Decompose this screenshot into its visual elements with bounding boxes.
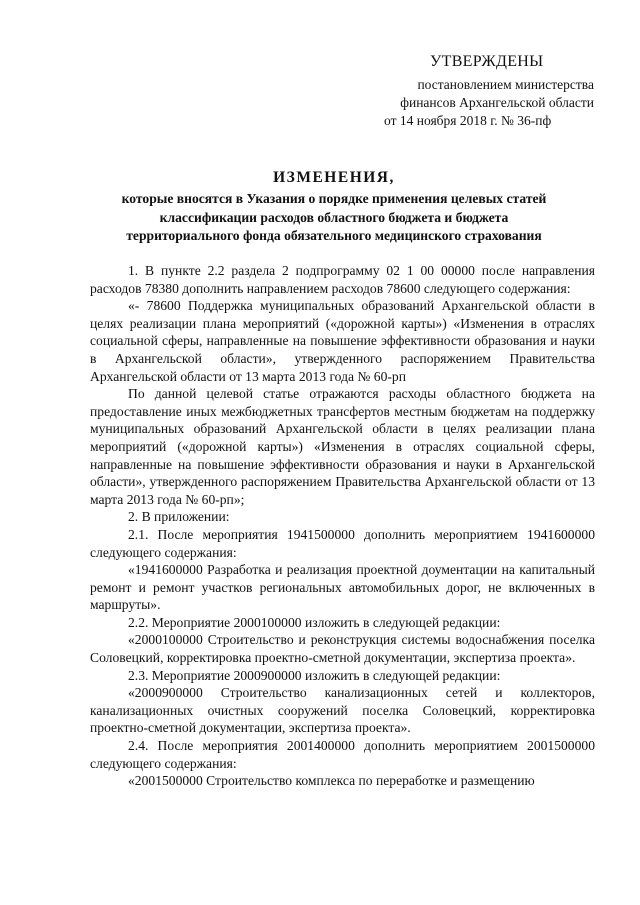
paragraph-4: 2. В приложении: [128,509,230,525]
heading-title: ИЗМЕНЕНИЯ, [273,169,395,186]
paragraph-5: 2.1. После мероприятия 1941500000 дополнить мероприятием 1941600000 следующего содержания: [90,526,595,560]
heading-subtitle-3: территориального фонда обязательного медицинского страхования [126,228,542,243]
document-heading [80,168,588,246]
paragraph-11: 2.4. После мероприятия 2001400000 дополнить мероприятием 2001500000 следующего содержания: [90,738,595,771]
document-body [90,260,595,790]
paragraph-3: По данной целевой статье отражаются расходы областного бюджета на предоставление иных межбюджетных трансфертов местным бюджетам на поддержку муниципальных образований Архангельской области в целях реализации плана мероприятий («дорожной карты») «Изменения в отраслях социальной сферы, направленные на повышение эффективности образования и науки в Архангельской области», утвержденного распоряжением Правительства Архангельской области от 13 марта 2013 года № 60-рп»; [90,386,595,507]
paragraph-8: «2000100000 Строительство и реконструкция системы водоснабжения поселка Соловецкий, корректировка проектно-сметной документации, экспертиза проекта». [90,632,595,666]
paragraph-9: 2.3. Мероприятие 2000900000 изложить в следующей редакции: [128,667,501,683]
paragraph-12: «2001500000 Строительство комплекса по переработке и размещению [128,773,535,789]
heading-subtitle-1: которые вносятся в Указания о порядке применения целевых статей [121,191,547,206]
approval-line-3: от 14 ноября 2018 г. № 36-пф [384,113,552,128]
paragraph-6: «1941600000 Разработка и реализация проектной доументации на капитальный ремонт и ремонт участков региональных автомобильных дорог, не включенных в маршруты». [90,562,595,613]
approval-title: УТВЕРЖДЕНЫ [430,53,544,70]
paragraph-7: 2.2. Мероприятие 2000100000 изложить в следующей редакции: [128,614,501,630]
paragraph-10: «2000900000 Строительство канализационных сетей и коллекторов, канализационных очистных сооружений поселка Соловецкий, корректировка проектно-сметной документации, экспертиза проекта». [90,685,595,736]
approval-block [370,52,620,130]
paragraph-1: 1. В пункте 2.2 раздела 2 подпрограмму 02 1 00 00000 после направления расходов 78380 дополнить направлением расходов 78600 следующего содержания: [90,263,595,296]
heading-subtitle-2: классификации расходов областного бюджета и бюджета [159,209,509,225]
approval-line-2: финансов Архангельской области [400,95,594,110]
paragraph-2: «- 78600 Поддержка муниципальных образований Архангельской области в целях реализации плана мероприятий («дорожной карты») «Изменения в отраслях социальной сферы, направленные на повышение эффективности образования и науки в Архангельской области», утвержденного распоряжением Правительства Архангельской области от 13 марта 2013 года № 60-рп [90,298,595,384]
approval-line-1: постановлением министерства [417,77,594,92]
